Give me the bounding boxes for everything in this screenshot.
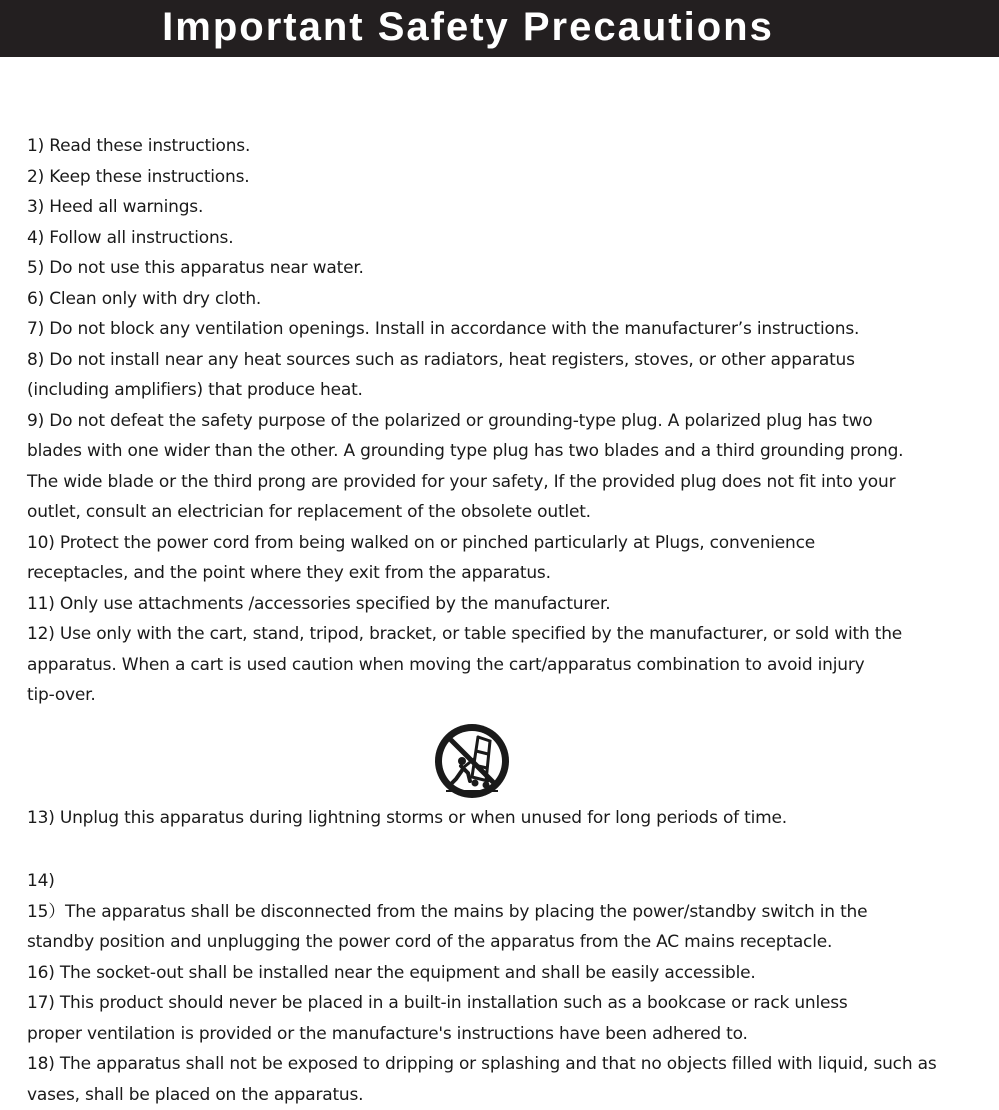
instruction-10-line-1: 10) Protect the power cord from being walked on or pinched particularly at Plugs, convenience bbox=[27, 528, 977, 559]
instruction-4: 4) Follow all instructions. bbox=[27, 223, 977, 254]
instruction-13: 13) Unplug this apparatus during lightning storms or when unused for long periods of time. bbox=[27, 803, 977, 834]
instruction-8-line-2: (including amplifiers) that produce heat. bbox=[27, 375, 977, 406]
instruction-12-line-1: 12) Use only with the cart, stand, tripod, bracket, or table specified by the manufacturer, or sold with the bbox=[27, 619, 977, 650]
instructions-list bbox=[27, 131, 977, 1110]
instruction-3: 3) Heed all warnings. bbox=[27, 192, 977, 223]
instruction-2: 2) Keep these instructions. bbox=[27, 162, 977, 193]
instruction-15-line-1: 15）The apparatus shall be disconnected from the mains by placing the power/standby switch in the bbox=[27, 897, 977, 928]
instruction-18-line-2: vases, shall be placed on the apparatus. bbox=[27, 1080, 977, 1110]
instruction-16: 16) The socket-out shall be installed near the equipment and shall be easily accessible. bbox=[27, 958, 977, 989]
page-title: Important Safety Precautions bbox=[0, 0, 936, 57]
instruction-6: 6) Clean only with dry cloth. bbox=[27, 284, 977, 315]
instruction-18-line-1: 18) The apparatus shall not be exposed to dripping or splashing and that no objects filled with liquid, such as bbox=[27, 1049, 977, 1080]
instruction-14: 14) bbox=[27, 866, 977, 897]
instruction-12-line-2: apparatus. When a cart is used caution when moving the cart/apparatus combination to avoid injury bbox=[27, 650, 977, 681]
instruction-9-line-3: The wide blade or the third prong are provided for your safety, If the provided plug does not fit into your bbox=[27, 467, 977, 498]
instruction-8-line-1: 8) Do not install near any heat sources such as radiators, heat registers, stoves, or other apparatus bbox=[27, 345, 977, 376]
header-bar bbox=[0, 0, 999, 57]
cart-warning-row bbox=[27, 711, 977, 803]
instruction-9-line-1: 9) Do not defeat the safety purpose of the polarized or grounding-type plug. A polarized plug has two bbox=[27, 406, 977, 437]
cart-tip-over-warning-icon bbox=[432, 721, 512, 801]
instruction-15-line-2: standby position and unplugging the power cord of the apparatus from the AC mains receptacle. bbox=[27, 927, 977, 958]
instruction-12-line-3: tip-over. bbox=[27, 680, 977, 711]
instruction-1: 1) Read these instructions. bbox=[27, 131, 977, 162]
instruction-7: 7) Do not block any ventilation openings. Install in accordance with the manufacturer’s instructions. bbox=[27, 314, 977, 345]
instruction-9-line-2: blades with one wider than the other. A grounding type plug has two blades and a third grounding prong. bbox=[27, 436, 977, 467]
instruction-5: 5) Do not use this apparatus near water. bbox=[27, 253, 977, 284]
instruction-17-line-1: 17) This product should never be placed in a built-in installation such as a bookcase or rack unless bbox=[27, 988, 977, 1019]
instruction-11: 11) Only use attachments /accessories specified by the manufacturer. bbox=[27, 589, 977, 620]
instruction-17-line-2: proper ventilation is provided or the manufacture's instructions have been adhered to. bbox=[27, 1019, 977, 1050]
instruction-9-line-4: outlet, consult an electrician for replacement of the obsolete outlet. bbox=[27, 497, 977, 528]
spacer bbox=[27, 833, 977, 866]
instruction-10-line-2: receptacles, and the point where they exit from the apparatus. bbox=[27, 558, 977, 589]
